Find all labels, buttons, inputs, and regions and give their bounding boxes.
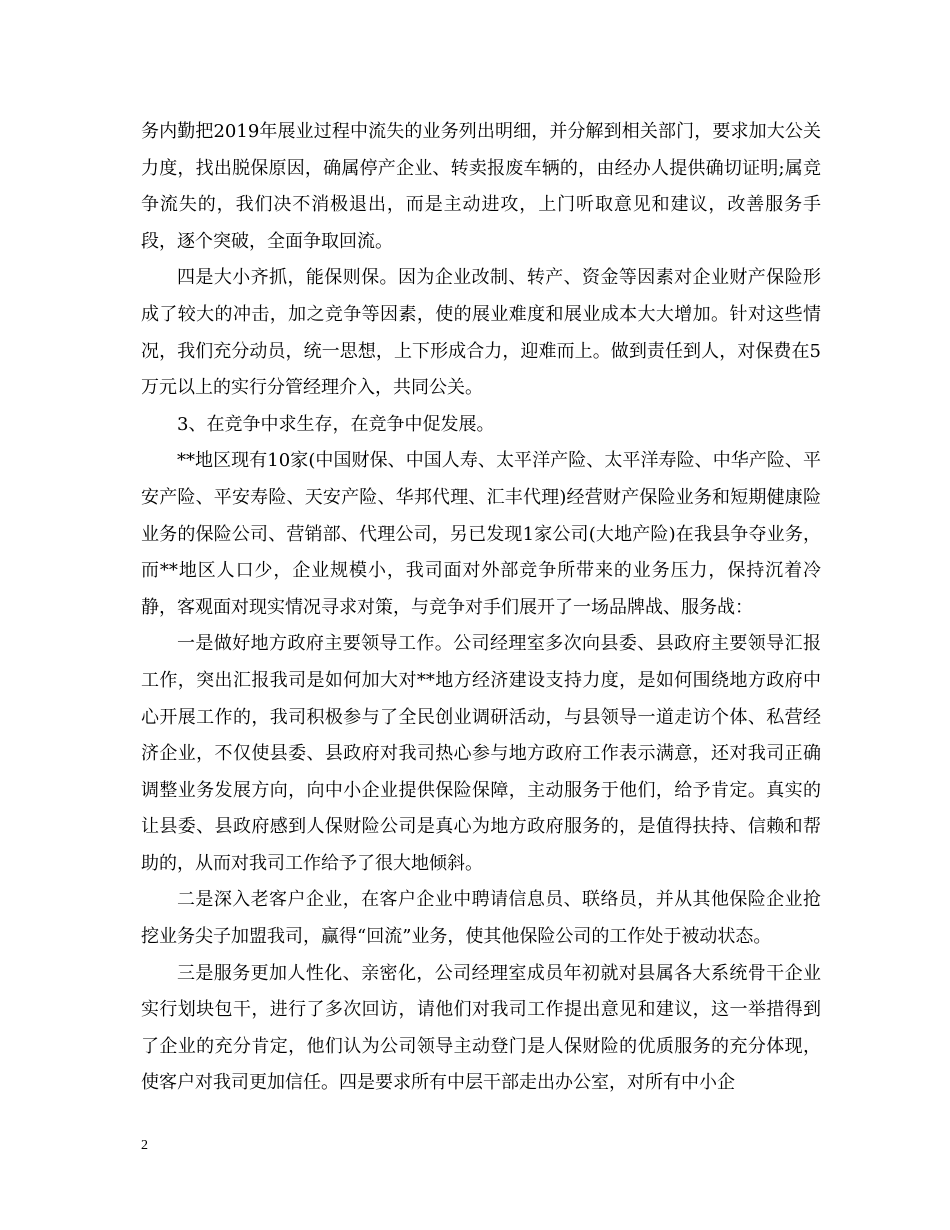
paragraph-3: 3、在竞争中求生存，在竞争中促发展。: [177, 413, 495, 435]
page-number: 2: [141, 1138, 148, 1153]
paragraph-7: 三是服务更加人性化、亲密化，公司经理室成员年初就对县属各大系统骨干企业实行划块包干，进行了多次回访，请他们对我司工作提出意见和建议，这一举措得到了企业的充分肯定，他们认为公司领导主动登门是人保财险的优质服务的充分体现，使客户对我司更加信任。四是要求所有中层干部走出办公室，对所有中小企: [141, 962, 821, 1094]
paragraph-1: 务内勤把2019年展业过程中流失的业务列出明细，并分解到相关部门，要求加大公关力度，找出脱保原因，确属停产企业、转卖报废车辆的，由经办人提供确切证明;属竞争流失的，我们决不消极退出，而是主动进攻，上门听取意见和建议，改善服务手段，逐个突破，全面争取回流。: [141, 121, 821, 252]
paragraph-4: **地区现有10家(中国财保、中国人寿、太平洋产险、太平洋寿险、中华产险、平安产险、平安寿险、天安产险、华邦代理、汇丰代理)经营财产保险业务和短期健康险业务的保险公司、营销部、代理公司，另已发现1家公司(大地产险)在我县争夺业务，而**地区人口少，企业规模小，我司面对外部竞争所带来的业务压力，保持沉着冷静，客观面对现实情况寻求对策，与竞争对手们展开了一场品牌战、服务战：: [141, 450, 821, 618]
paragraph-6: 二是深入老客户企业，在客户企业中聘请信息员、联络员，并从其他保险企业抢挖业务尖子加盟我司，赢得“回流”业务，使其他保险公司的工作处于被动状态。: [141, 889, 821, 948]
document-body: [141, 114, 821, 1102]
paragraph-5: 一是做好地方政府主要领导工作。公司经理室多次向县委、县政府主要领导汇报工作，突出汇报我司是如何加大对**地方经济建设支持力度，是如何围绕地方政府中心开展工作的，我司积极参与了全民创业调研活动，与县领导一道走访个体、私营经济企业，不仅使县委、县政府对我司热心参与地方政府工作表示满意，还对我司正确调整业务发展方向，向中小企业提供保险保障，主动服务于他们，给予肯定。真实的让县委、县政府感到人保财险公司是真心为地方政府服务的，是值得扶持、信赖和帮助的，从而对我司工作给予了很大地倾斜。: [141, 633, 821, 874]
paragraph-2: 四是大小齐抓，能保则保。因为企业改制、转产、资金等因素对企业财产保险形成了较大的冲击，加之竞争等因素，使的展业难度和展业成本大大增加。针对这些情况，我们充分动员，统一思想，上下形成合力，迎难而上。做到责任到人，对保费在5万元以上的实行分管经理介入，共同公关。: [141, 267, 821, 399]
